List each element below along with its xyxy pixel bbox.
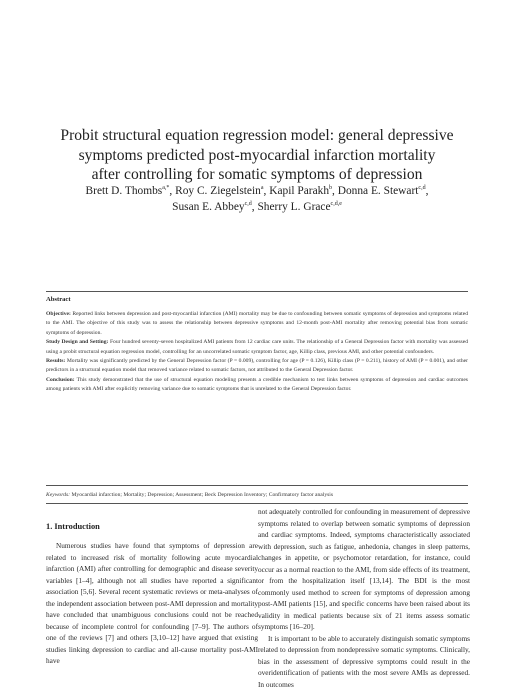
abstract-text: This study demonstrated that the use of structural equation modeling presents a credible mechanism to test links between symptoms of depression and cardiac outcomes among patients with AMI after explicitly removing variance due to somatic symptoms that is unrelated to the General Depression factor. <box>46 376 468 393</box>
abstract-design <box>46 338 468 357</box>
paragraph: It is important to be able to accurately distinguish somatic symptoms related to depression from nondepressive somatic symptoms. Clinically, bias in the assessment of depressive symptoms could result in the overidentification of patients with the most severe AMIs as depressed. In outcomes <box>258 633 470 689</box>
author-affiliation: a <box>260 185 264 192</box>
keywords-values: Myocardial infarction; Mortality; Depression; Assessment; Beck Depression Inventory; Confirmatory factor analysis <box>71 492 334 498</box>
author-affiliation: c,d <box>418 185 426 192</box>
author-list <box>30 183 484 215</box>
abstract-results <box>46 357 468 376</box>
keywords-top-rule <box>46 485 468 486</box>
author-affiliation: a,* <box>162 185 170 192</box>
author-line: Susan E. Abbey$^{c,d}$, Sherry L. Grace$^{c,d,e}$ <box>172 201 342 213</box>
author-affiliation: c,d,e <box>330 201 342 208</box>
abstract-label: Study Design and Setting: <box>46 339 109 346</box>
abstract-label: Results: <box>46 358 66 365</box>
abstract-body <box>46 310 468 395</box>
author-name: Susan E. Abbey <box>172 201 245 213</box>
abstract-text: Reported links between depression and post-myocardial infarction (AMI) mortality may be due to confounding between somatic symptoms of depression and symptoms related to the AMI. The objective of this study was to assess the relationship between depressive symptoms and 12-month post-AMI mortality after removing potential bias from somatic symptoms of depression. <box>46 311 468 336</box>
author-name: Brett D. Thombs <box>85 185 163 197</box>
left-column <box>46 540 258 667</box>
author-line: Brett D. Thombs$^{a,*}$, Roy C. Ziegelstein$^a$, Kapil Parakh$^b$, Donna E. Stewart$^{c,d}$, <box>85 185 429 197</box>
abstract-label: Conclusion: <box>46 376 75 383</box>
abstract-conclusion <box>46 376 468 395</box>
keywords-label: Keywords: <box>46 492 71 498</box>
author-name: Roy C. Ziegelstein <box>175 185 261 197</box>
author-name: Kapil Parakh <box>269 185 330 197</box>
author-affiliation: c,d <box>244 201 252 208</box>
title-line: symptoms predicted post-myocardial infarction mortality <box>78 146 436 164</box>
keywords-bottom-rule <box>46 503 468 504</box>
author-name: Sherry L. Grace <box>257 201 331 213</box>
abstract-heading: Abstract <box>46 296 71 303</box>
section-heading: 1. Introduction <box>46 522 100 531</box>
paragraph: Numerous studies have found that symptoms of depression are related to increased risk of mortality following acute myocardial infarction (AMI) after controlling for demographic and disease severity variables [1–4], although not all studies have reported a significant association [5,6]. Several recent systematic reviews or meta-analyses of the independent association between post-AMI depression and mortality have concluded that unambiguous conclusions could not be reached because of incomplete control for confounding [7–9]. The authors of one of the reviews [7] and others [3,10–12] have argued that existing studies linking depression to cardiac and all-cause mortality post-AMI have <box>46 541 258 665</box>
paragraph: not adequately controlled for confounding in measurement of depressive symptoms related to overlap between somatic symptoms of depression and cardiac symptoms. Indeed, symptoms characteristically associated with depression, such as fatigue, anhedonia, changes in sleep patterns, changes in appetite, or psychomotor retardation, for instance, could occur as a normal reaction to the AMI, from side effects of its treatment, or from the hospitalization itself [13,14]. The BDI is the most commonly used method to screen for symptoms of depression among post-AMI patients [15], and specific concerns have been raised about its validity in medical patients because six of 21 items assess somatic symptoms [16–20]. <box>258 507 470 631</box>
title-line: after controlling for somatic symptoms of depression <box>91 166 423 183</box>
abstract-label: Objective: <box>46 311 71 317</box>
abstract-text: Four hundred seventy-seven hospitalized AMI patients from 12 cardiac care units. The relationship of a General Depression factor with mortality was assessed using a probit structural equation regression model, controlling for an uncorrelated somatic symptom factor, age, Killip class, previous AMI, and other potential confounders. <box>46 339 468 355</box>
author-name: Donna E. Stewart <box>337 185 419 197</box>
paper-title <box>30 126 484 185</box>
title-line: Probit structural equation regression model: general depressive <box>60 127 454 144</box>
abstract-objective <box>46 310 468 338</box>
abstract-text: Mortality was significantly predicted by the General Depression factor (P = 0.009), controlling for age (P = 0.126), Killip class (P = 0.211), history of AMI (P = 0.001), and other predictors in a structural equation model that removed variance related to somatic factors, not attributed to the General Depression factor. <box>46 358 468 374</box>
abstract-top-rule <box>46 291 468 292</box>
author-affiliation: b <box>329 185 333 192</box>
keywords <box>46 491 468 500</box>
right-column <box>258 506 470 690</box>
